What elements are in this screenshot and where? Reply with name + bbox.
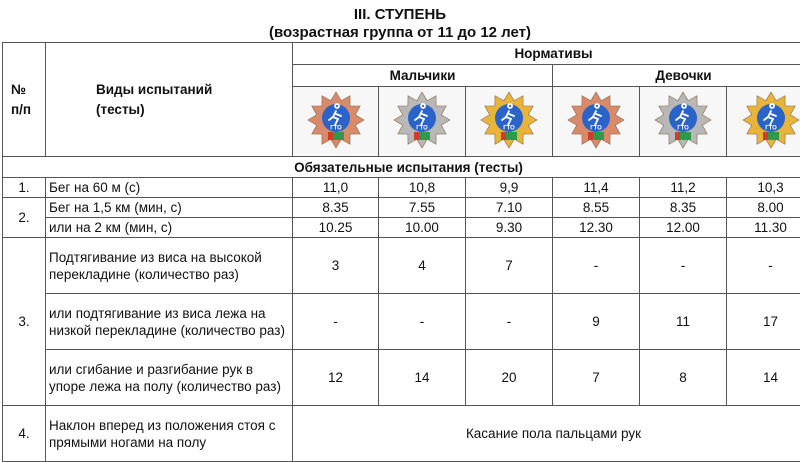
value-cell: 11,0 <box>293 178 379 198</box>
value-cell: 4 <box>379 238 466 294</box>
header-num <box>3 43 46 157</box>
value-cell: 20 <box>466 350 553 406</box>
row-num: 3. <box>3 238 46 406</box>
value-cell: 14 <box>727 350 800 406</box>
value-cell: 8.35 <box>640 198 727 218</box>
header-num-line2: п/п <box>11 102 31 117</box>
row-num: 2. <box>3 198 46 238</box>
gto-gold-badge-icon <box>479 90 539 150</box>
badge-label: ГТО <box>416 126 428 132</box>
value-cell: - <box>466 294 553 350</box>
value-cell: - <box>640 238 727 294</box>
value-cell: 8.00 <box>727 198 800 218</box>
value-cell: 12.00 <box>640 218 727 238</box>
row-desc: или на 2 км (мин, с) <box>46 218 293 238</box>
value-cell: 12 <box>293 350 379 406</box>
value-cell: 9.30 <box>466 218 553 238</box>
value-cell: 11,4 <box>553 178 640 198</box>
value-cell: 9,9 <box>466 178 553 198</box>
header-types <box>46 43 293 157</box>
value-cell: 7.55 <box>379 198 466 218</box>
row-desc: Подтягивание из виса на высокой перекладине (количество раз) <box>46 238 293 294</box>
value-cell: 8.35 <box>293 198 379 218</box>
value-cell: 11,2 <box>640 178 727 198</box>
badge-label: ГТО <box>765 126 777 132</box>
value-cell: 10.00 <box>379 218 466 238</box>
value-cell: 10,3 <box>727 178 800 198</box>
gto-silver-badge-icon <box>392 90 452 150</box>
badge-cell <box>553 87 640 157</box>
badge-label: ГТО <box>330 126 342 132</box>
value-cell: 14 <box>379 350 466 406</box>
row-num: 1. <box>3 178 46 198</box>
badge-label: ГТО <box>677 126 689 132</box>
page-subtitle: (возрастная группа от 11 до 12 лет) <box>0 24 800 42</box>
row-desc: Бег на 1,5 км (мин, с) <box>46 198 293 218</box>
value-cell: 7 <box>553 350 640 406</box>
value-cell: - <box>727 238 800 294</box>
value-cell: 9 <box>553 294 640 350</box>
header-boys: Мальчики <box>293 65 553 87</box>
value-cell: - <box>553 238 640 294</box>
value-cell: 8.55 <box>553 198 640 218</box>
gto-silver-badge-icon <box>653 90 713 150</box>
value-cell: 7 <box>466 238 553 294</box>
value-cell: 7.10 <box>466 198 553 218</box>
value-cell: 12.30 <box>553 218 640 238</box>
norms-table <box>2 42 800 462</box>
gto-bronze-badge-icon <box>306 90 366 150</box>
badge-cell <box>379 87 466 157</box>
span-value-cell: Касание пола пальцами рук <box>293 406 800 462</box>
value-cell: 10,8 <box>379 178 466 198</box>
badge-cell <box>293 87 379 157</box>
row-desc: Наклон вперед из положения стоя с прямыми ногами на полу <box>46 406 293 462</box>
value-cell: - <box>293 294 379 350</box>
row-desc: или сгибание и разгибание рук в упоре лежа на полу (количество раз) <box>46 350 293 406</box>
badge-cell <box>640 87 727 157</box>
badge-label: ГТО <box>503 126 515 132</box>
value-cell: 10.25 <box>293 218 379 238</box>
value-cell: 11 <box>640 294 727 350</box>
badge-cell <box>727 87 800 157</box>
section-title: Обязательные испытания (тесты) <box>3 157 800 178</box>
page-title: III. СТУПЕНЬ <box>0 6 800 24</box>
header-types-line1: Виды испытаний <box>96 82 212 97</box>
value-cell: 17 <box>727 294 800 350</box>
header-num-line1: № <box>11 82 26 97</box>
row-desc: Бег на 60 м (с) <box>46 178 293 198</box>
gto-bronze-badge-icon <box>566 90 626 150</box>
value-cell: 8 <box>640 350 727 406</box>
value-cell: - <box>379 294 466 350</box>
header-norms: Нормативы <box>293 43 800 65</box>
row-desc: или подтягивание из виса лежа на низкой перекладине (количество раз) <box>46 294 293 350</box>
header-girls: Девочки <box>553 65 800 87</box>
header-types-line2: (тесты) <box>96 102 145 117</box>
badge-label: ГТО <box>590 126 602 132</box>
value-cell: 11.30 <box>727 218 800 238</box>
value-cell: 3 <box>293 238 379 294</box>
gto-gold-badge-icon <box>741 90 800 150</box>
row-num: 4. <box>3 406 46 462</box>
badge-cell <box>466 87 553 157</box>
